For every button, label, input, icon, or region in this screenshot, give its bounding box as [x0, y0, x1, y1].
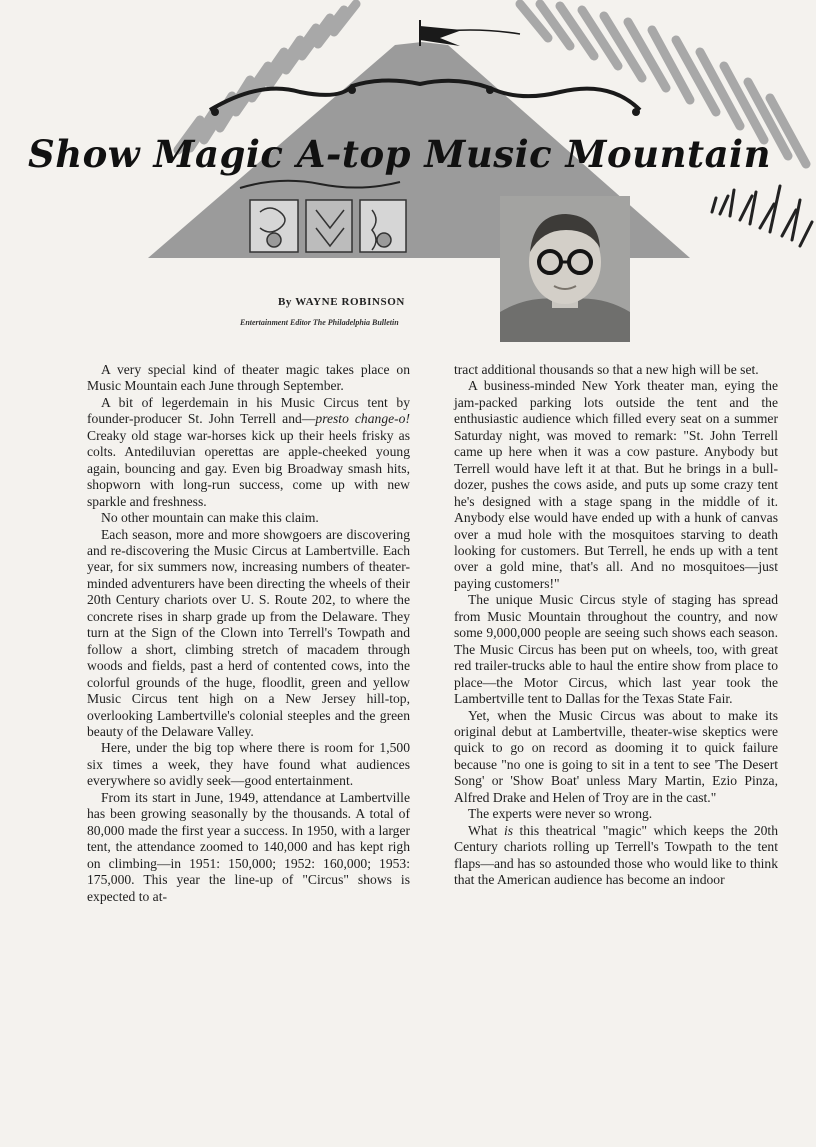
paragraph — [454, 592, 778, 707]
paragraph-text: A business-minded New York theater man, eying the jam-packed parking lots outside the tent and the enthusiastic audience which filled every seat on a summer Saturday night, was moved to remark: "St. John Terrell came up here when it was a cow pasture. Anybody but Terrell would have left it at that. But he brings in a bull-dozer, pushes the cows aside, and puts up some crazy tent he's designed with a stage spang in the middle of it. Anybody else would have ended up with a hunk of canvas over a mud hole with the mosquitoes starving to death looking for customers. But Terrell, he ends up with a tent over a gold mine, that's all. And no mosquitoes—just paying customers!" — [454, 378, 778, 591]
grass-tuft — [712, 186, 812, 246]
paragraph-text: tract additional thousands so that a new high will be set. — [454, 362, 759, 377]
emphasis-text: presto change-o! — [315, 411, 411, 427]
paragraph — [454, 708, 778, 807]
paragraph — [87, 527, 410, 741]
byline: By WAYNE ROBINSON — [278, 296, 405, 308]
paragraph — [87, 740, 410, 789]
paragraph-text: The unique Music Circus style of staging has spread from Music Mountain throughout the country, and now some 9,000,000 people are seeing such shows each season. The Music Circus has been put on wheels, too, with great red trailer-trucks able to haul the entire show from place to place—the Motor Circus, which last year took the Lambertville tent to Dallas for the Texas State Fair. — [454, 592, 778, 707]
byline-role: Entertainment Editor The Philadelphia Bulletin — [240, 318, 399, 327]
paragraph-text: From its start in June, 1949, attendance at Lambertville has been growing seasonally by the thousands. A total of 80,000 made the first year a success. In 1950, with a larger tent, the attendance zoomed to 140,000 and has kept righ on climbing—in 1951: 150,000; 1952: 160,000; 1953: 175,000. This year the line-up of "Circus" shows is expected to at- — [87, 789, 410, 904]
paragraph — [454, 378, 778, 592]
paragraph — [87, 362, 410, 395]
paragraph — [87, 510, 410, 526]
paragraph-text: What — [468, 822, 504, 838]
author-photo — [500, 196, 630, 342]
paragraph-text: The experts were never so wrong. — [468, 806, 653, 822]
paragraph — [454, 362, 778, 378]
paragraph-text: Yet, when the Music Circus was about to make its original debut at Lambertville, theater-wise skeptics were quick to go on record as dooming it to quick failure because "no one is going to sit in a tent to see 'The Desert Song' or 'Show Boat' unless Mary Martin, Ezio Pinza, Alfred Drake and Helen of Troy are in the cast." — [454, 707, 778, 805]
paragraph-text: Here, under the big top where there is room for 1,500 six times a week, they have found what audiences everywhere so avidly seek—good entertainment. — [87, 740, 410, 789]
paragraph — [87, 790, 410, 905]
paragraph — [454, 806, 778, 822]
paragraph-text: Each season, more and more showgoers are discovering and re-discovering the Music Circus at Lambertville. Each year, for six summers now, increasing numbers of theater-minded adventurers have been directing the wheels of their 20th Century chariots over U. S. Route 202, to where the concrete rises in sharp grade up from the Delaware. They turn at the Sign of the Clown into Terrell's Towpath and follow a short, climbing stretch of macadem through woods and fields, past a herd of contented cows, into the colorful grounds of the huge, floodlit, green and yellow Music Circus tent high on a New Jersey hill-top, overlooking Lambertville's colonial steeples and the green beauty of the Delaware Valley. — [87, 526, 410, 739]
paragraph — [454, 823, 778, 889]
paragraph-text: A bit of legerdemain in his Music Circus tent by founder-producer St. John Terrell and— — [87, 394, 410, 427]
paragraph-text: Creaky old stage war-horses kick up their heels frisky as colts. Antediluvian operettas are apple-cheeked young again, bouncing and gay. Even big Broadway smash hits, shopworn with long-run success, come up with new sparkle and freshness. — [87, 427, 410, 509]
paragraph — [87, 395, 410, 510]
paragraph-text: No other mountain can make this claim. — [101, 510, 319, 526]
paragraph-text: this theatrical "magic" which keeps the 20th Century chariots rolling up Terrell's Towpath to the tent flaps—and has so astounded those who would like to think that the American audience has become an indoor — [454, 822, 778, 888]
article-column-left — [87, 362, 410, 905]
paragraph-text: A very special kind of theater magic takes place on Music Mountain each June through September. — [87, 362, 410, 394]
portrait-image — [500, 196, 630, 342]
emphasis-text: is — [503, 822, 514, 838]
article-title: Show Magic A-top Music Mountain — [28, 132, 771, 176]
article-column-right — [454, 362, 778, 889]
